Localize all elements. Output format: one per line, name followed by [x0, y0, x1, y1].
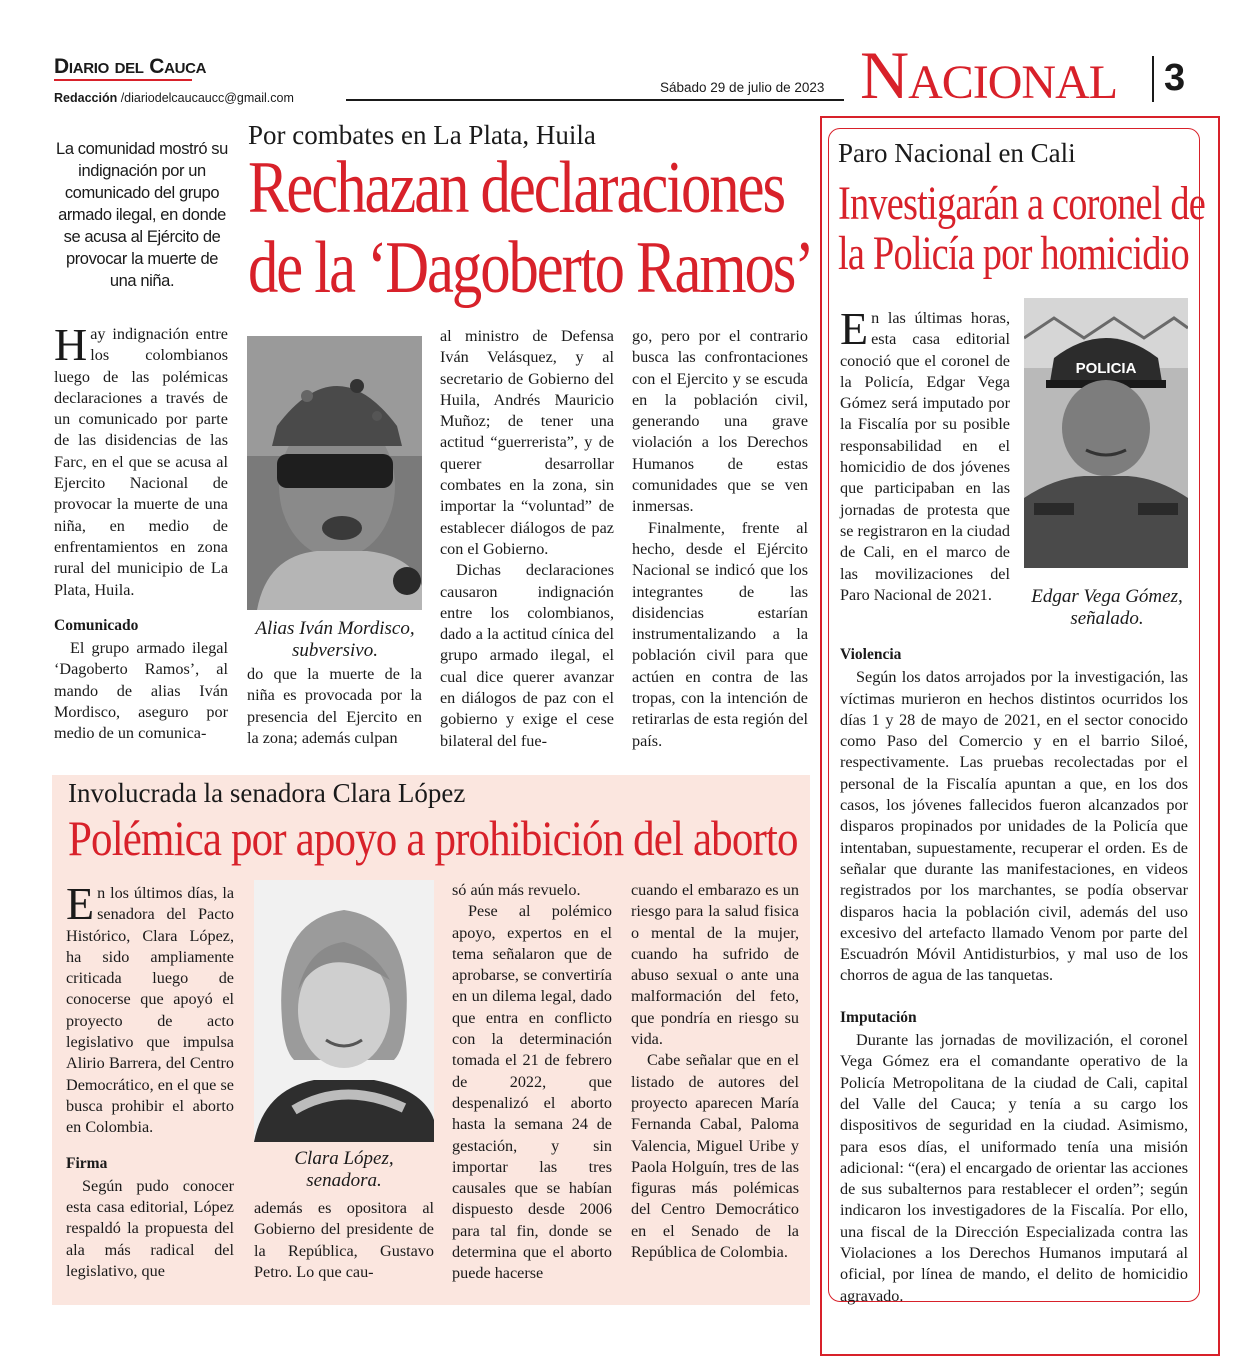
section-divider: [1152, 56, 1154, 102]
masthead: [54, 56, 206, 81]
police-cap-text: POLICIA: [1075, 360, 1137, 377]
vega-gomez-photo: [1024, 298, 1188, 568]
article2-kicker: Involucrada la senadora Clara López: [68, 778, 466, 808]
header-rule: [346, 99, 844, 101]
paper-name: Diario del Cauca: [54, 55, 207, 78]
article1-drop-cap: H: [54, 319, 88, 370]
article2-column4: [631, 880, 799, 1263]
clara-lopez-caption: [248, 1148, 440, 1192]
clara-lopez-portrait-icon: [254, 880, 434, 1142]
article1-subhead: Comunicado: [54, 616, 139, 634]
vega-gomez-caption-line2: señalado.: [1070, 608, 1144, 629]
article3-drop-cap: E: [840, 303, 869, 354]
article1-headline-line1: Rechazan declaraciones: [248, 147, 785, 229]
article1-column4: [632, 326, 808, 752]
mordisco-caption: [240, 618, 430, 662]
article2-col3-p1: só aún más revuelo.: [452, 881, 581, 899]
masthead-rule: [54, 79, 192, 81]
article3-kicker: Paro Nacional en Cali: [838, 138, 1076, 168]
article3-p3: Durante las jornadas de movilización, el coronel Vega Gómez era el comandante operativo de la Policía Metropolitana de la ciudad de Cali, capital del Valle del Cauca; y tenía a su cargo los dispositivos de seguridad en la ciudad. Asimismo, para esos días, el uniformado tenía una misión adicional: “(era) el encargado de orientar las acciones de sus subalternos para restablecer el orden”; según indicaron los investigadores de la Fiscalía. Por ello, una fiscal de la Dirección Especializada contra las Violaciones a los Derechos Humanos imputará al oficial, por línea de mando, el delito de homicidio agravado.: [840, 1031, 1188, 1305]
article3-column-body: [840, 644, 1188, 1307]
article2-col4-p2: Cabe señalar que en el listado de autores del proyecto aparecen María Fernanda Cabal, Paloma Valencia, Miguel Uribe y Paola Holguín, tres de las figuras más polémicas del Centro Democrático en el Senado de la República de Colombia.: [631, 1051, 799, 1262]
article1-summary: La comunidad mostró su indignación por un comunicado del grupo armado ilegal, en donde se acusa al Ejército de provocar la muerte de una niña.: [56, 140, 228, 290]
article2-col4-p1: cuando el embarazo es un riesgo para la salud fisica o mental de la mujer, cuando ha sufrido de abuso sexual o ante una malformación del feto, que pondría en riesgo su vida.: [631, 881, 799, 1049]
clara-lopez-caption-line2: senadora.: [306, 1170, 382, 1191]
mordisco-photo: [247, 336, 422, 610]
clara-lopez-caption-line1: Clara López,: [294, 1148, 394, 1169]
mordisco-portrait-icon: [247, 336, 422, 610]
article3-column1: [840, 303, 1010, 606]
article2-column3: [452, 880, 612, 1285]
article1-kicker: Por combates en La Plata, Huila: [248, 120, 596, 150]
article3-headline-line2: la Policía por homicidio: [838, 227, 1189, 280]
article1-column2: [247, 664, 422, 749]
article3-subhead1: Violencia: [840, 646, 902, 663]
article1-col3-p2: Dichas declaraciones causaron indignación entre los colombianos, dado a la actitud cínica del grupo armado ilegal, el cual dice querer avanzar en diálogos de paz con el gobierno y exige el cese bilateral del fue-: [440, 561, 614, 750]
mordisco-caption-line2: subversivo.: [291, 640, 378, 661]
redaccion-label: Redacción: [54, 91, 118, 105]
article1-col2-text: do que la muerte de la niña es provocada por la presencia del Ejercito en la zona; además culpan: [247, 665, 422, 747]
article1-col4-p2: Finalmente, frente al hecho, desde el Ejército Nacional se indicó que los integrantes de las disidencias estarían instrumentalizando a la población civil para que actúen en contra de las tropas, con la intención de retirarlas de esta región del país.: [632, 518, 808, 750]
article3-p2: Según los datos arrojados por la investigación, las víctimas murieron en hechos distintos ocurridos los días 1 y 28 de mayo de 2021, en el sector conocido como Paso del Comercio y en el barrio Siloé, respectivamente. Las pruebas recolectadas por el personal de la Fiscalía apuntan a que, en los dos casos, los jóvenes fallecidos fueron alcanzados por disparos propinados por unidades de la Policía que intentaban, supuestamente, recuperar el orden. Es de señalar que durante las manifestaciones, en videos registrados por los marchantes, se podía observar disparos hacia la población civil, además del uso excesivo del artefacto llamado Venom por parte del Escuadrón Móvil Antidisturbios, y mal uso de los chorros de agua de las tanquetas.: [840, 668, 1188, 985]
redaccion-email: /diariodelcaucaucc@gmail.com: [120, 91, 294, 105]
page-number: 3: [1164, 57, 1186, 99]
clara-lopez-photo: [254, 880, 434, 1142]
article2-col3-p2: Pese al polémico apoyo, expertos en el tema señalaron que de aprobarse, se convertiría en un dilema legal, dado que entra en conflicto con la determinación tomada el 21 de febrero de 2022, que despenalizó el aborto hasta la semana 24 de gestación, y sin importar las tres causales que se habían dispuesto desde 2006 para tal fin, donde se determina que el aborto puede hacerse: [452, 902, 612, 1283]
article1-column3: [440, 326, 614, 752]
article2-col1-p2: Según pudo conocer esta casa editorial, López respaldó la propuesta del ala más radical del legislativo, que: [66, 1176, 234, 1281]
article3-headline-line1: Investigarán a coronel de: [838, 177, 1206, 230]
article2-drop-cap: E: [66, 878, 95, 929]
redaccion-line: [54, 91, 294, 105]
article1-col3-p1: al ministro de Defensa Iván Velásquez, y al secretario de Gobierno del Huila, Andrés Mauricio Muñoz; de tener una actitud “guerrerista”, y de querer desarrollar combates en la zona, sin importar la “voluntad” de establecer diálogos de paz con el Gobierno.: [440, 327, 614, 558]
article1-headline-line2: de la ‘Dagoberto Ramos’: [248, 227, 813, 309]
article3-p1: n las últimas horas, esta casa editorial conoció que el coronel de la Policía, Edgar Vega Gómez será imputado por la Fiscalía por su posible responsabilidad en el homicidio de dos jóvenes que participaban en las jornadas de protesta que se registraron en la ciudad de Cali, en el marco de las movilizaciones del Paro Nacional de 2021.: [840, 309, 1010, 604]
article1-col4-p1: go, pero por el contrario busca las confrontaciones con el Ejercito y se escuda en la población civil, generando una grave violación a los Derechos Humanos de estas comunidades que se ven inmersas.: [632, 327, 808, 516]
article1-col1-p2: El grupo armado ilegal ‘Dagoberto Ramos’, al mando de alias Iván Mordisco, aseguro por medio de un comunica-: [54, 639, 228, 743]
article2-col1-p1: n los últimos días, la senadora del Pacto Histórico, Clara López, ha sido ampliamente criticada luego de conocerse que apoyó el proyecto de acto legislativo que impulsa Alirio Barrera, del Centro Democrático, en el que se busca prohibir el aborto en Colombia.: [66, 884, 234, 1137]
police-officer-portrait-icon: [1024, 298, 1188, 568]
article2-subhead: Firma: [66, 1154, 108, 1172]
issue-date: Sábado 29 de julio de 2023: [660, 80, 825, 95]
vega-gomez-caption: [1014, 586, 1200, 630]
article3-subhead2: Imputación: [840, 1008, 917, 1026]
section-name: Nacional: [860, 37, 1118, 113]
article2-col2-text: además es opositora al Gobierno del presidente de la República, Gustavo Petro. Lo que cau-: [254, 1199, 434, 1281]
article2-headline: Polémica por apoyo a prohibición del aborto: [68, 810, 798, 866]
article1-column1: [54, 319, 228, 745]
article1-col1-p1: ay indignación entre los colombianos luego de las polémicas declaraciones a través de un comunicado por parte de las disidencias de las Farc, en el que se acusa al Ejercito Nacional de provocar la muerte de una niña, en medio de enfrentamientos en zona rural del municipio de La Plata, Huila.: [54, 325, 228, 599]
vega-gomez-caption-line1: Edgar Vega Gómez,: [1031, 586, 1183, 607]
article2-column1: [66, 878, 234, 1282]
article2-column2: [254, 1198, 434, 1283]
mordisco-caption-line1: Alias Iván Mordisco,: [255, 618, 415, 639]
